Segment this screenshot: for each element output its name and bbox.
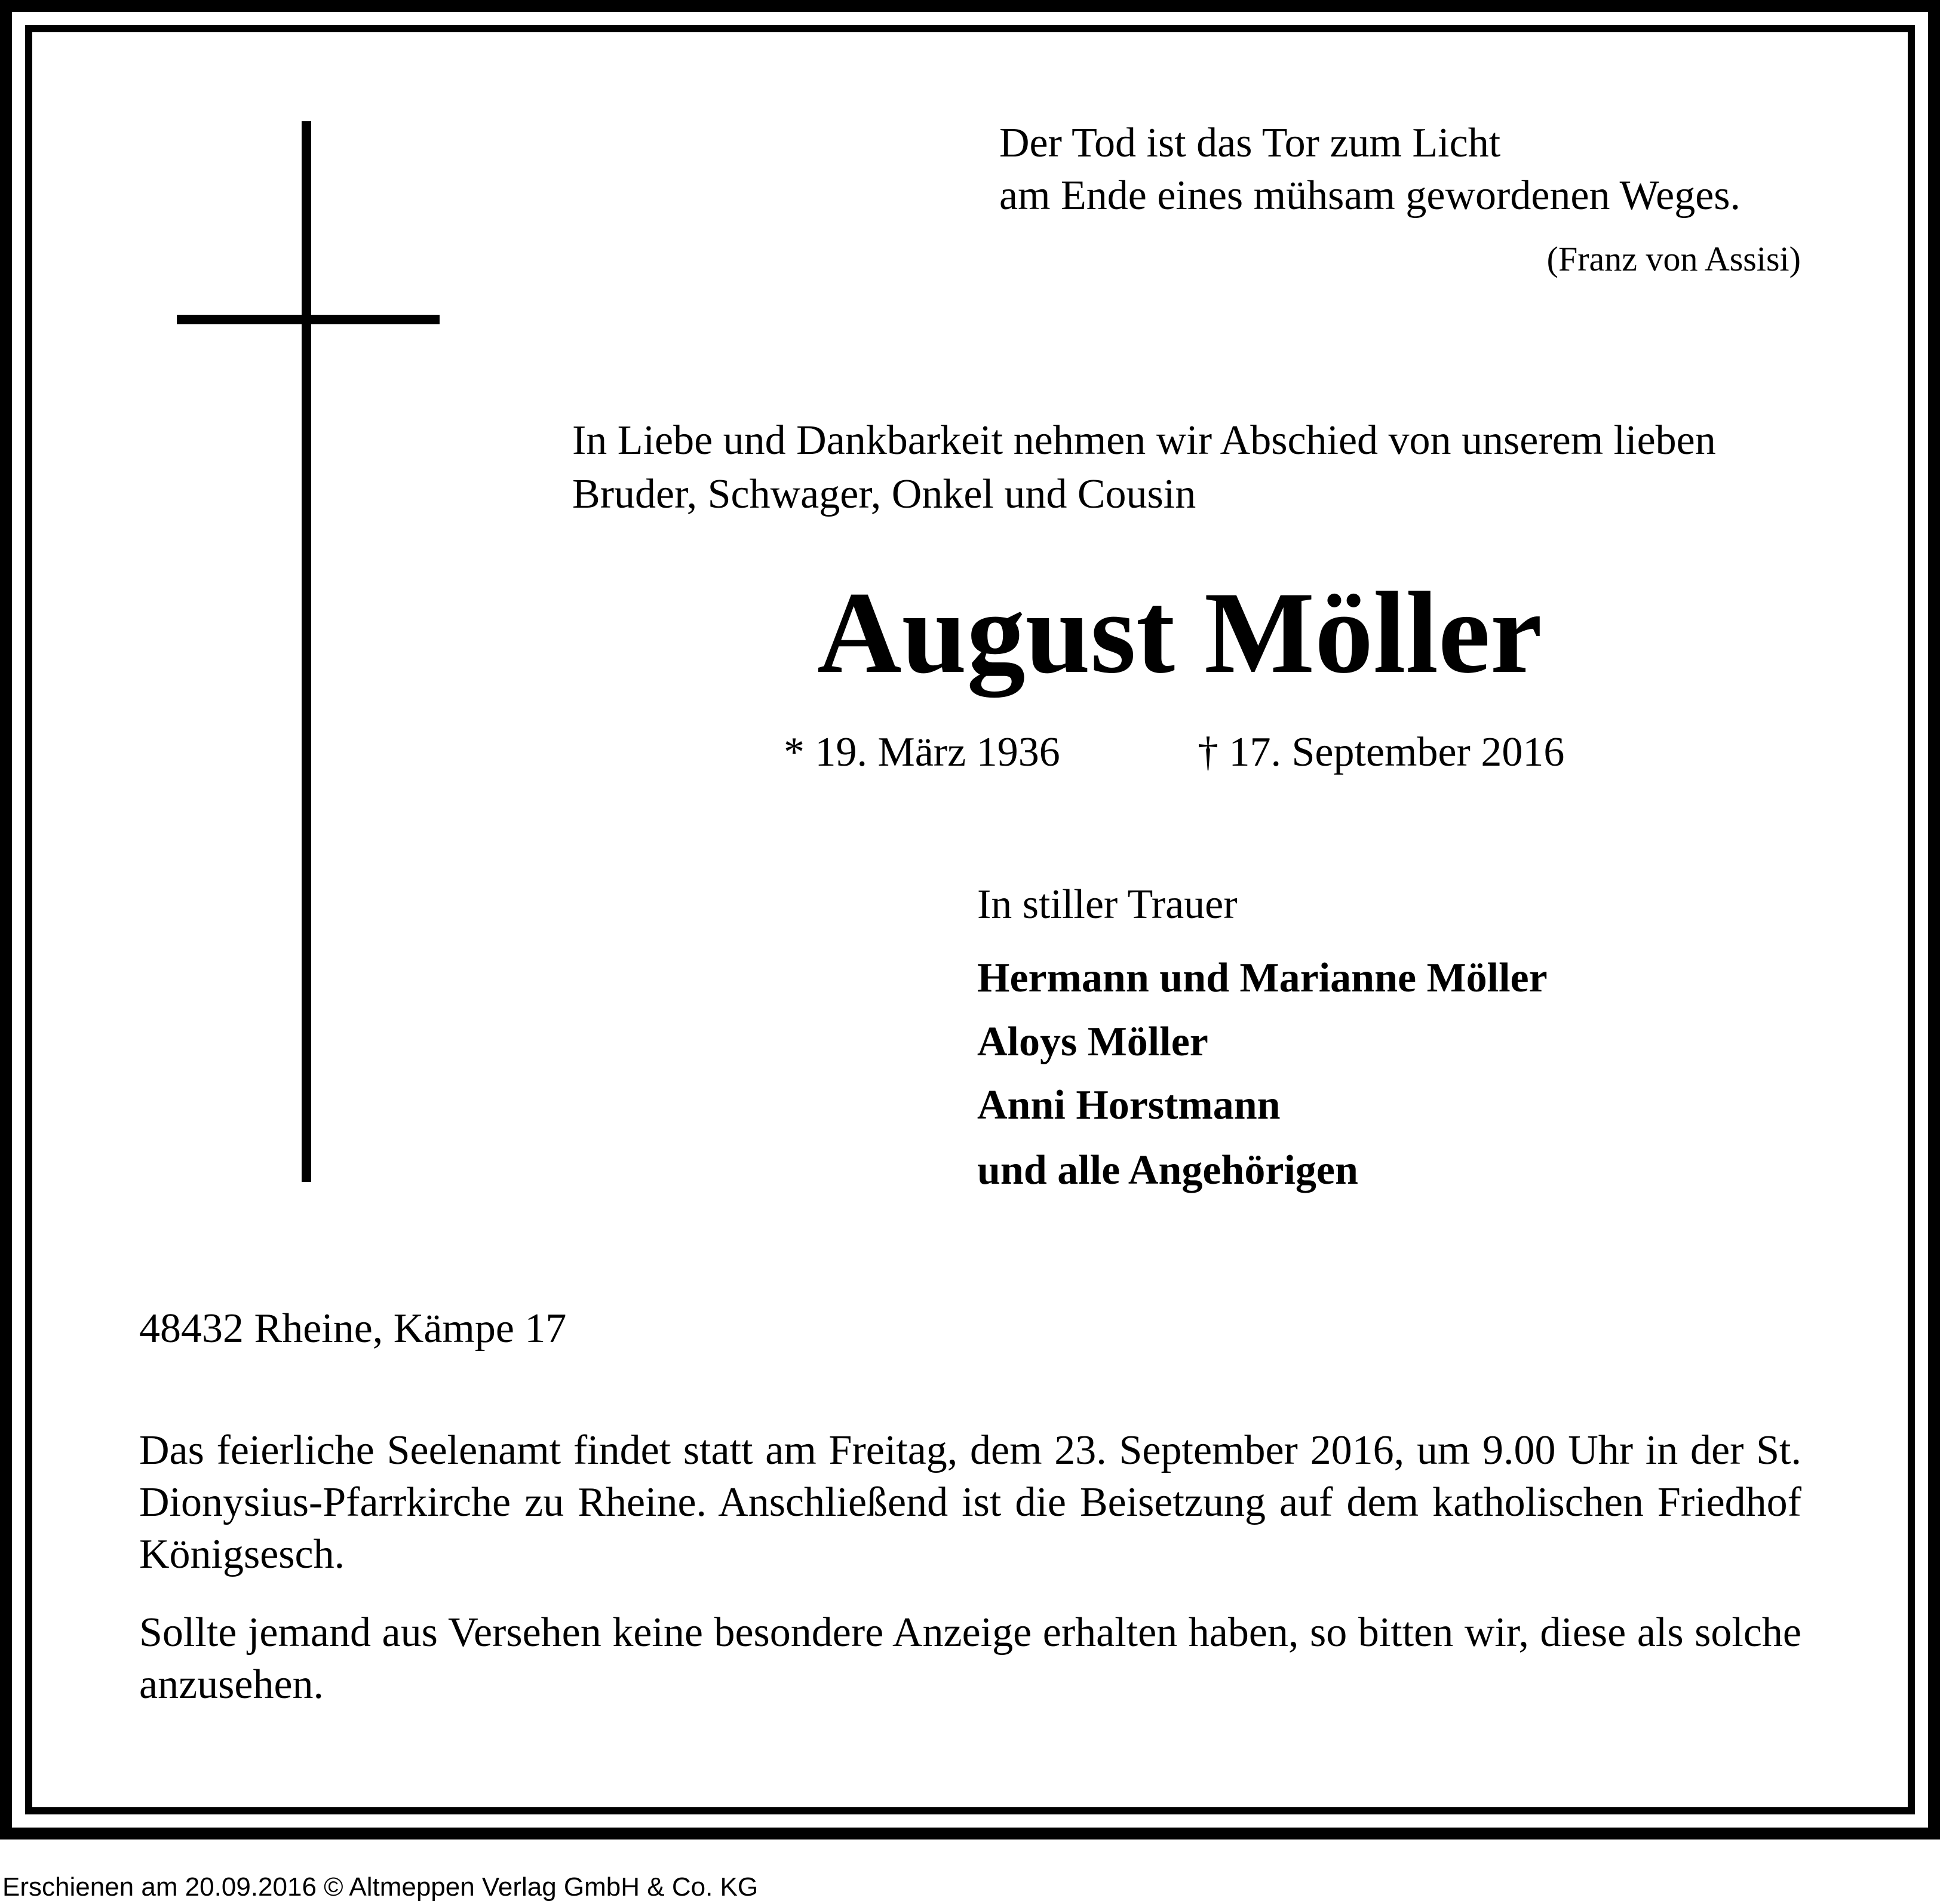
quote-line-2: am Ende eines mühsam gewordenen Weges. xyxy=(999,173,1741,219)
cross-icon-crossbar xyxy=(177,315,440,324)
cross-icon xyxy=(302,121,311,1182)
service-paragraph: Das feierliche Seelenamt findet statt am Freitag, dem 23. September 2016, um 9.00 Uhr in der St. Dionysius-Pfarrkirche zu Rheine. Anschließend ist die Beisetzung auf dem katholischen Friedhof Königsesch. xyxy=(139,1427,1801,1577)
mourner-name: und alle Angehörigen xyxy=(977,1147,1358,1193)
mourning-heading: In stiller Trauer xyxy=(977,882,1238,928)
deceased-name: August Möller xyxy=(817,568,1542,698)
publication-footer: Erschienen am 20.09.2016 © Altmeppen Verlag GmbH & Co. KG xyxy=(2,1872,759,1902)
address: 48432 Rheine, Kämpe 17 xyxy=(139,1306,567,1352)
mourner-name: Anni Horstmann xyxy=(977,1082,1281,1128)
death-date: † 17. September 2016 xyxy=(1198,729,1565,775)
intro-line-1: In Liebe und Dankbarkeit nehmen wir Abschied von unserem lieben xyxy=(572,417,1716,463)
mourner-name: Aloys Möller xyxy=(977,1019,1208,1065)
quote-attribution: (Franz von Assisi) xyxy=(1546,239,1801,278)
quote-line-1: Der Tod ist das Tor zum Licht xyxy=(999,120,1501,166)
birth-date: * 19. März 1936 xyxy=(784,729,1060,775)
notice-paragraph: Sollte jemand aus Versehen keine besondere Anzeige erhalten haben, so bitten wir, diese als solche anzusehen. xyxy=(139,1610,1801,1708)
intro-line-2: Bruder, Schwager, Onkel und Cousin xyxy=(572,471,1196,517)
mourner-name: Hermann und Marianne Möller xyxy=(977,955,1548,1001)
